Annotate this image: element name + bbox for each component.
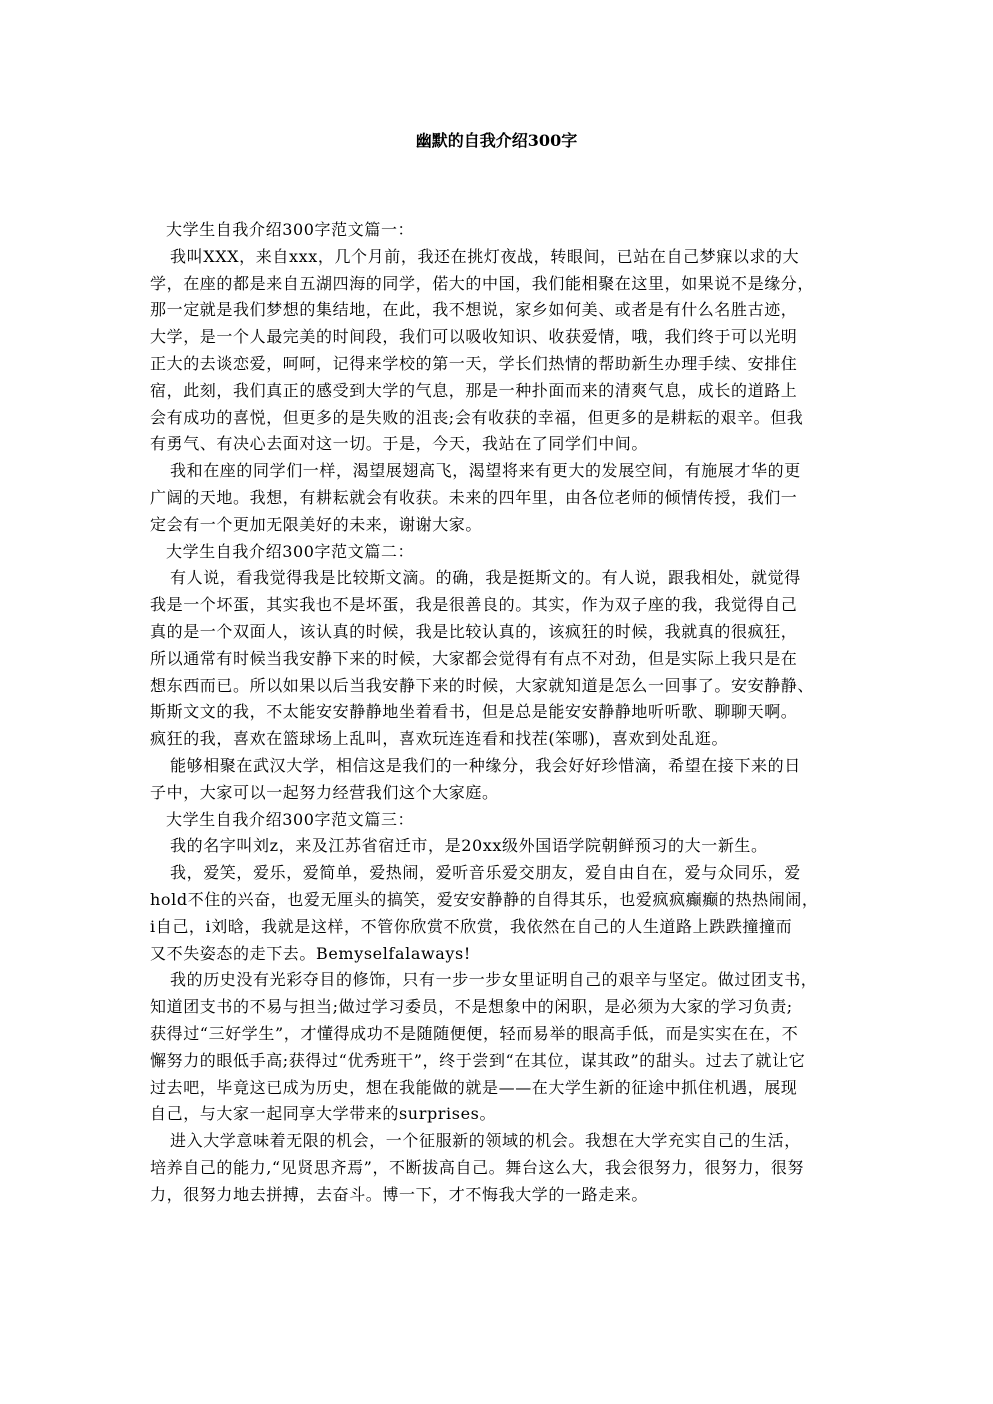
paragraph-line: 有人说，看我觉得我是比较斯文滴。的确，我是挺斯文的。有人说，跟我相处，就觉得 xyxy=(170,568,801,588)
paragraph-line: 想东西而已。所以如果以后当我安静下来的时候，大家就知道是怎么一回事了。安安静静、 xyxy=(150,675,815,695)
paragraph-line: 斯斯文文的我，不太能安安静静地坐着看书，但是总是能安安静静地听听歌、聊聊天啊。 xyxy=(150,702,798,722)
paragraph-line: 我和在座的同学们一样，渴望展翅高飞，渴望将来有更大的发展空间，有施展才华的更 xyxy=(170,461,801,481)
paragraph-line: 我是一个坏蛋，其实我也不是坏蛋，我是很善良的。其实，作为双子座的我，我觉得自己 xyxy=(150,595,798,615)
paragraph-line: 又不失姿态的走下去。Bemyselfalaways! xyxy=(150,943,471,963)
paragraph-line: 大学，是一个人最完美的时间段，我们可以吸收知识、收获爱情，哦，我们终于可以光明 xyxy=(150,327,798,347)
paragraph-line: 子中，大家可以一起努力经营我们这个大家庭。 xyxy=(150,782,499,802)
paragraph-line: hold不住的兴奋，也爱无厘头的搞笑，爱安安静静的自得其乐，也爱疯疯癫癫的热热闹闹， xyxy=(150,889,819,909)
paragraph-line: 会有成功的喜悦，但更多的是失败的沮丧;会有收获的幸福，但更多的是耕耘的艰辛。但我 xyxy=(150,407,804,427)
paragraph-line: 懈努力的眼低手高;获得过“优秀班干”，终于尝到“在其位，谋其政”的甜头。过去了就让它 xyxy=(150,1050,806,1070)
paragraph-line: 学，在座的都是来自五湖四海的同学，偌大的中国，我们能相聚在这里，如果说不是缘分， xyxy=(150,273,815,293)
paragraph-line: 能够相聚在武汉大学，相信这是我们的一种缘分，我会好好珍惜滴，希望在接下来的日 xyxy=(170,755,801,775)
paragraph-line: 我的历史没有光彩夺目的修饰，只有一步一步女里证明自己的艰辛与坚定。做过团支书， xyxy=(170,970,818,990)
paragraph-line: 我，爱笑，爱乐，爱简单，爱热闹，爱听音乐爱交朋友，爱自由自在，爱与众同乐，爱 xyxy=(170,863,801,883)
paragraph-line: 力，很努力地去拼搏，去奋斗。博一下，才不悔我大学的一路走来。 xyxy=(150,1184,649,1204)
paragraph-line: 正大的去谈恋爱，呵呵，记得来学校的第一天，学长们热情的帮助新生办理手续、安排住 xyxy=(150,353,798,373)
paragraph-line: 获得过“三好学生”，才懂得成功不是随随便便，轻而易举的眼高手低，而是实实在在，不 xyxy=(150,1023,799,1043)
section-heading: 大学生自我介绍300字范文篇二： xyxy=(166,541,415,561)
paragraph-line: 那一定就是我们梦想的集结地，在此，我不想说，家乡如何美、或者是有什么名胜古迹， xyxy=(150,300,798,320)
paragraph-line: 真的是一个双面人，该认真的时候，我是比较认真的，该疯狂的时候，我就真的很疯狂， xyxy=(150,621,798,641)
paragraph-line: 宿，此刻，我们真正的感受到大学的气息，那是一种扑面而来的清爽气息，成长的道路上 xyxy=(150,380,798,400)
section-heading: 大学生自我介绍300字范文篇一： xyxy=(166,220,415,239)
paragraph-line: 广阔的天地。我想，有耕耘就会有收获。未来的四年里，由各位老师的倾情传授，我们一 xyxy=(150,487,798,507)
paragraph-line: 自己，与大家一起同享大学带来的surprises。 xyxy=(150,1104,497,1124)
paragraph-line: 培养自己的能力,“见贤思齐焉”，不断拔高自己。舞台这么大，我会很努力，很努力，很努 xyxy=(150,1157,805,1177)
paragraph-line: 定会有一个更加无限美好的未来，谢谢大家。 xyxy=(150,514,483,534)
paragraph-line: 所以通常有时候当我安静下来的时候，大家都会觉得有有点不对劲，但是实际上我只是在 xyxy=(150,648,798,668)
document-title: 幽默的自我介绍300字 xyxy=(415,131,578,150)
paragraph-line: 我的名字叫刘z，来及江苏省宿迁市，是20xx级外国语学院朝鲜预习的大一新生。 xyxy=(170,836,768,856)
section-heading: 大学生自我介绍300字范文篇三： xyxy=(166,809,415,829)
paragraph-line: 我叫XXX，来自xxx，几个月前，我还在挑灯夜战，转眼间，已站在自己梦寐以求的大 xyxy=(170,246,800,266)
paragraph-line: 过去吧，毕竟这已成为历史，想在我能做的就是——在大学生新的征途中抓住机遇，展现 xyxy=(150,1077,798,1097)
paragraph-line: 进入大学意味着无限的机会，一个征服新的领域的机会。我想在大学充实自己的生活， xyxy=(170,1131,801,1151)
paragraph-line: 知道团支书的不易与担当;做过学习委员，不是想象中的闲职，是必须为大家的学习负责; xyxy=(150,997,793,1017)
paragraph-line: 有勇气、有决心去面对这一切。于是，今天，我站在了同学们中间。 xyxy=(150,434,649,454)
document-body xyxy=(150,217,840,1208)
paragraph-line: 疯狂的我，喜欢在篮球场上乱叫，喜欢玩连连看和找茬(笨哪)，喜欢到处乱逛。 xyxy=(150,729,729,749)
paragraph-line: i自己，i刘晗，我就是这样，不管你欣赏不欣赏，我依然在自己的人生道路上跌跌撞撞而 xyxy=(150,916,793,936)
